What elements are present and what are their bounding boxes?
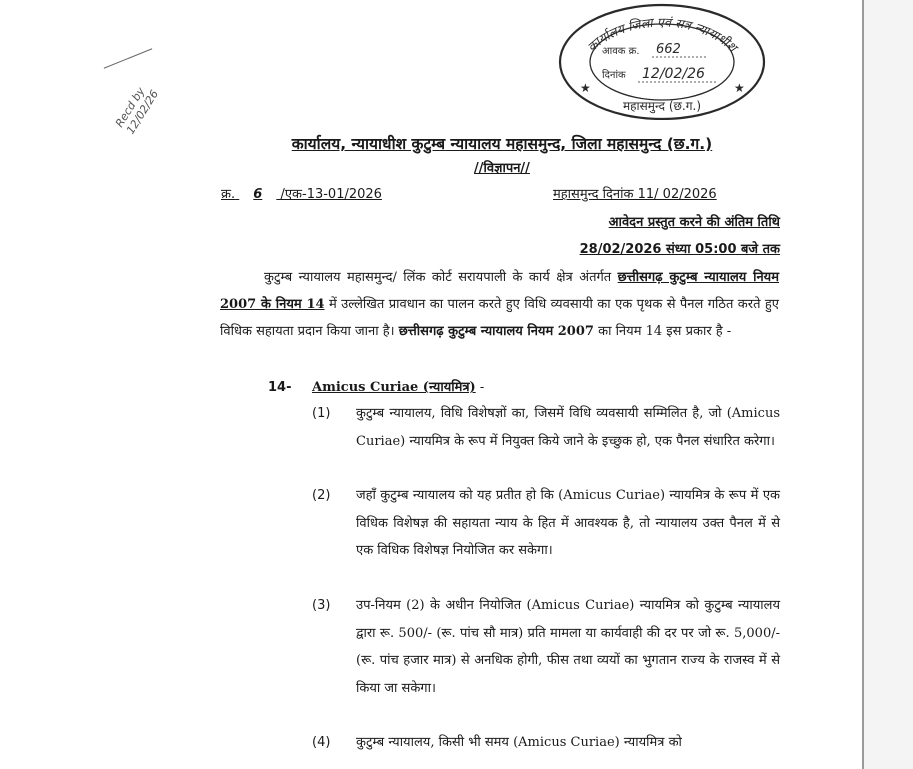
handwritten-note-text: Recd by 12/02/26 bbox=[112, 85, 162, 137]
clause-text: कुटुम्ब न्यायालय, विधि विशेषज्ञों का, जिसमें विधि व्यवसायी सम्मिलित है, जो (Amicus Curiae) न्यायमित्र के रूप में नियुक्त किये जाने के इच्छुक हो, एक पैनल संधारित करेगा। bbox=[356, 406, 780, 449]
seal-date-label: दिनांक bbox=[602, 70, 626, 81]
seal-date-value: 12/02/26 bbox=[642, 66, 705, 82]
office-seal-stamp bbox=[558, 2, 766, 120]
para-part-1: कुटुम्ब न्यायालय महासमुन्द/ लिंक कोर्ट सरायपाली के कार्य क्षेत्र अंतर्गत bbox=[264, 270, 618, 285]
rule-clause bbox=[312, 592, 780, 702]
seal-star-right-icon: ★ bbox=[734, 81, 745, 95]
handwritten-stroke bbox=[104, 48, 153, 68]
ref-suffix: /एक-13-01/2026 bbox=[280, 187, 382, 202]
clause-number: (4) bbox=[312, 735, 331, 750]
seal-ring-text: कार्यालय जिला एवं सत्र न्यायाधीश bbox=[584, 14, 741, 55]
seal-star-left-icon: ★ bbox=[580, 81, 591, 95]
handwritten-note bbox=[113, 55, 223, 165]
para-part-3: का नियम 14 इस प्रकार है - bbox=[593, 324, 732, 339]
seal-graphic bbox=[558, 2, 766, 120]
rule-dash: - bbox=[475, 380, 485, 395]
clause-text: कुटुम्ब न्यायालय, किसी भी समय (Amicus Curiae) न्यायमित्र को bbox=[356, 735, 682, 750]
clause-text: जहाँ कुटुम्ब न्यायालय को यह प्रतीत हो कि (Amicus Curiae) न्यायमित्र के रूप में एक विधिक विशेषज्ञ की सहायता न्याय के हित में आवश्यक है, तो न्यायालय उक्त पैनल में से एक विधिक विशेषज्ञ नियोजित कर सकेगा। bbox=[356, 488, 780, 558]
seal-inward-number: 662 bbox=[656, 42, 681, 57]
rule-clause bbox=[312, 729, 780, 757]
reference-number bbox=[221, 184, 382, 202]
deadline-label: आवेदन प्रस्तुत करने की अंतिम तिथि bbox=[608, 215, 780, 230]
clause-text: उप-नियम (2) के अधीन नियोजित (Amicus Curiae) न्यायमित्र को कुटुम्ब न्यायालय द्वारा रू. 500/- (रू. पांच सौ मात्र) प्रति मामला या कार्यवाही की दर पर जो रू. 5,000/- (रू. पांच हजार मात्र) से अनधिक होगी, फीस तथा व्ययों का भुगतान राज्य के राजस्व में से किया जा सकेगा। bbox=[356, 598, 780, 696]
rule-clause bbox=[312, 400, 780, 455]
rule-title: Amicus Curiae (न्यायमित्र) bbox=[312, 380, 476, 395]
clause-number: (1) bbox=[312, 406, 331, 421]
document-subtitle: //विज्ञापन// bbox=[474, 161, 530, 176]
issue-date: महासमुन्द दिनांक 11/ 02/2026 bbox=[553, 187, 717, 202]
rule-heading bbox=[268, 377, 484, 395]
body-paragraph bbox=[220, 264, 779, 345]
document-title: कार्यालय, न्यायाधीश कुटुम्ब न्यायालय महासमुन्द, जिला महासमुन्द (छ.ग.) bbox=[291, 135, 713, 153]
seal-inward-label: आवक क्र. bbox=[602, 46, 640, 57]
para-part-2: में उल्लेखित प्रावधान का पालन करते हुए विधि व्यवसायी का एक पृथक से पैनल गठित करते हुए विधिक सहायता प्रदान किया जाना है। bbox=[220, 297, 779, 339]
rule-number: 14- bbox=[268, 380, 292, 395]
para-bold-rule-ref: छत्तीसगढ़ कुटुम्ब न्यायालय नियम 2007 के नियम 14 bbox=[220, 270, 779, 312]
para-bold-act: छत्तीसगढ़ कुटुम्ब न्यायालय नियम 2007 bbox=[398, 324, 594, 339]
clause-number: (2) bbox=[312, 488, 331, 503]
ref-number-handwritten: 6 bbox=[253, 187, 263, 202]
rule-clause bbox=[312, 482, 780, 565]
page-edge-divider bbox=[862, 0, 864, 769]
ref-prefix: क्र. bbox=[221, 187, 236, 202]
deadline-value: 28/02/2026 संध्या 05:00 बजे तक bbox=[579, 242, 780, 257]
seal-place: महासमुन्द (छ.ग.) bbox=[623, 99, 701, 113]
clause-number: (3) bbox=[312, 598, 331, 613]
